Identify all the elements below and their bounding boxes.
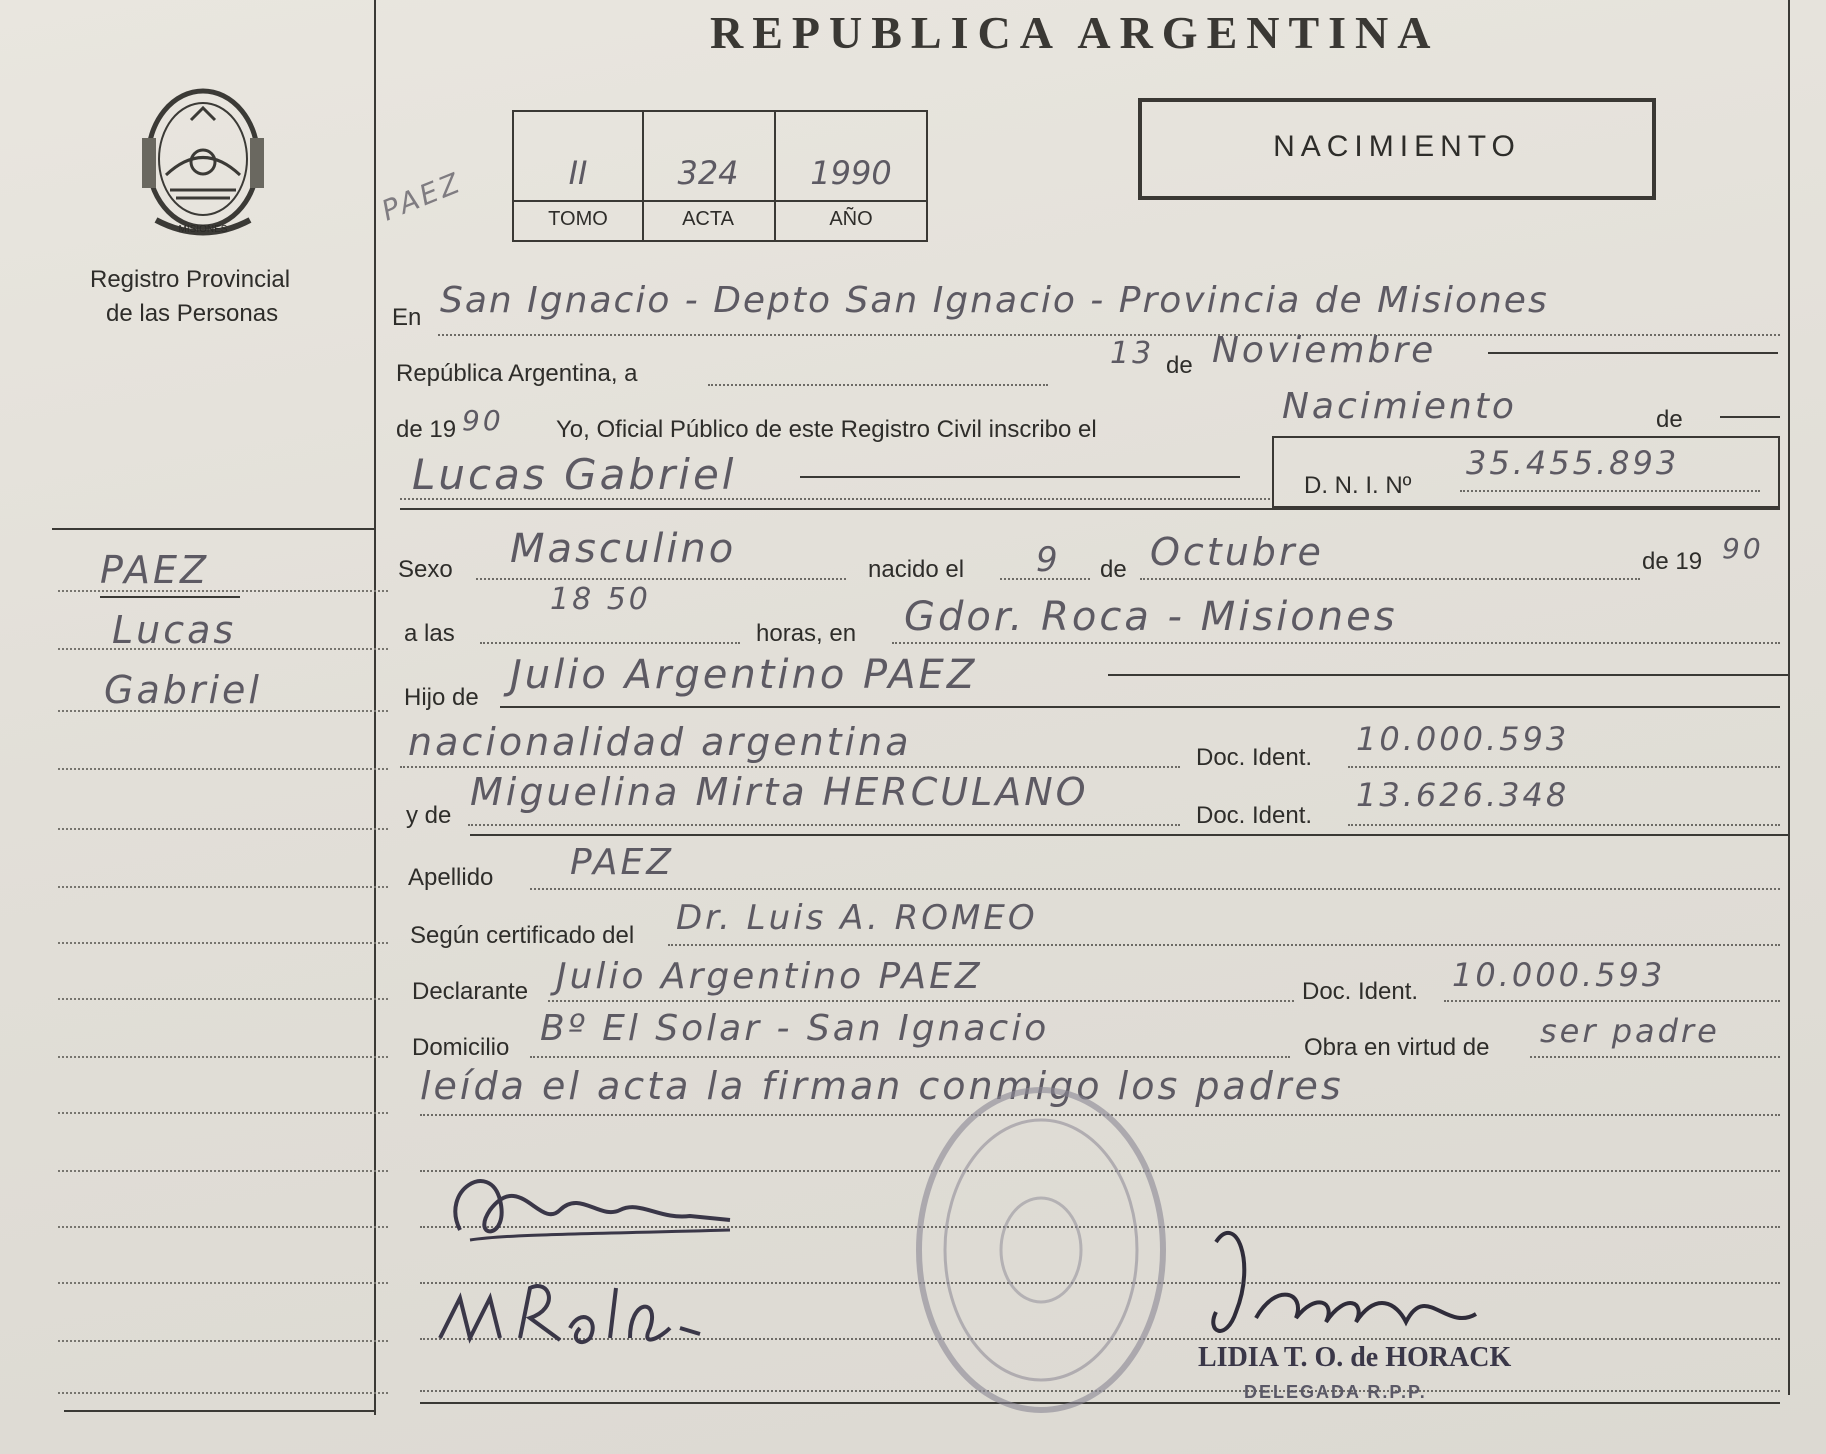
svg-text:MISIONES: MISIONES bbox=[178, 224, 228, 235]
nationality: nacionalidad argentina bbox=[408, 720, 912, 764]
signature-1-icon bbox=[430, 1150, 750, 1260]
anio-label: AÑO bbox=[829, 208, 873, 230]
margin-rule bbox=[58, 768, 388, 770]
closing-text: leída el acta la firman conmigo los padres bbox=[420, 1064, 1344, 1108]
margin-rule bbox=[58, 1170, 388, 1172]
mother-line bbox=[468, 824, 1180, 826]
mother-name: Miguelina Mirta HERCULANO bbox=[470, 770, 1089, 814]
father-underline bbox=[1108, 674, 1788, 676]
sidebar-header-rule bbox=[52, 528, 374, 530]
margin-middle-name: Gabriel bbox=[104, 668, 262, 712]
right-border bbox=[1788, 0, 1790, 1395]
dni-value: 35.455.893 bbox=[1466, 444, 1680, 482]
inscribo-text: Yo, Oficial Público de este Registro Civil inscribo el bbox=[556, 416, 1097, 443]
margin-rule bbox=[58, 1112, 388, 1114]
signature-2-icon bbox=[430, 1268, 710, 1368]
birth-month-line bbox=[1140, 578, 1640, 580]
father-rule bbox=[500, 706, 1780, 708]
margin-rule bbox=[58, 1392, 388, 1394]
acta-label: ACTA bbox=[682, 208, 734, 230]
de-label-2: de bbox=[1656, 406, 1683, 433]
declarante-doc-line bbox=[1444, 1000, 1780, 1002]
certificado-value: Dr. Luis A. ROMEO bbox=[676, 898, 1038, 938]
tomo-value: II bbox=[568, 154, 588, 192]
sidebar-bottom-rule bbox=[64, 1410, 374, 1412]
margin-first-name: Lucas bbox=[112, 608, 237, 652]
de19b-label: de 19 bbox=[1642, 548, 1703, 575]
declarante-line bbox=[548, 1000, 1294, 1002]
parents-rule bbox=[470, 834, 1790, 836]
act-type-box bbox=[1138, 98, 1656, 200]
declarante-value: Julio Argentino PAEZ bbox=[556, 956, 983, 997]
certificado-line bbox=[668, 944, 1780, 946]
y-de-label: y de bbox=[406, 802, 452, 829]
index-label-rule bbox=[514, 200, 926, 202]
en-line bbox=[438, 334, 1780, 336]
header-section-rule bbox=[400, 508, 1780, 510]
republica-label: República Argentina, a bbox=[396, 360, 638, 387]
de19-label: de 19 bbox=[396, 416, 457, 443]
place-value: San Ignacio - Depto San Ignacio - Provincia de Misiones bbox=[440, 280, 1549, 321]
doc-label-3: Doc. Ident. bbox=[1302, 978, 1419, 1005]
apellido-value: PAEZ bbox=[570, 842, 674, 883]
margin-rule bbox=[58, 1282, 388, 1284]
father-doc-line bbox=[1348, 766, 1780, 768]
registry-line-1: Registro Provincial bbox=[90, 266, 291, 293]
certificado-label: Según certificado del bbox=[410, 922, 635, 949]
father-doc: 10.000.593 bbox=[1356, 720, 1570, 758]
birth-year-suffix: 90 bbox=[1722, 532, 1764, 565]
margin-rule bbox=[58, 828, 388, 830]
birth-place: Gdor. Roca - Misiones bbox=[904, 594, 1398, 640]
birth-month: Octubre bbox=[1150, 530, 1324, 574]
record-index-table bbox=[512, 110, 928, 242]
official-role: DELEGADA R.P.P. bbox=[1244, 1382, 1427, 1400]
mother-doc: 13.626.348 bbox=[1356, 776, 1570, 814]
dni-label: D. N. I. Nº bbox=[1304, 472, 1412, 499]
day-value: 13 bbox=[1110, 336, 1155, 371]
de-label-1: de bbox=[1166, 352, 1193, 379]
month-value: Noviembre bbox=[1212, 330, 1437, 371]
domicilio-line bbox=[530, 1056, 1290, 1058]
de-label-3: de bbox=[1100, 556, 1127, 583]
month-underline bbox=[1488, 352, 1778, 354]
year-suffix: 90 bbox=[462, 404, 504, 437]
act-type-label: NACIMIENTO bbox=[1273, 130, 1521, 163]
tomo-label: TOMO bbox=[548, 208, 608, 230]
doc-label-1: Doc. Ident. bbox=[1196, 744, 1313, 771]
official-stamp-icon bbox=[906, 1078, 1176, 1422]
obra-label: Obra en virtud de bbox=[1304, 1034, 1490, 1061]
nationality-line bbox=[400, 766, 1180, 768]
act-written: Nacimiento bbox=[1282, 386, 1517, 427]
birth-place-line bbox=[892, 642, 1780, 644]
margin-initials: PAEZ bbox=[376, 165, 467, 228]
horas-label: horas, en bbox=[756, 620, 857, 647]
margin-rule bbox=[58, 1340, 388, 1342]
hour-line bbox=[480, 642, 740, 644]
declarante-label: Declarante bbox=[412, 978, 529, 1005]
dni-line bbox=[1460, 490, 1760, 492]
person-name-underline bbox=[800, 476, 1240, 478]
republica-date-line bbox=[708, 384, 1048, 386]
margin-surname: PAEZ bbox=[100, 548, 210, 592]
de-underline bbox=[1720, 416, 1780, 418]
hijo-label: Hijo de bbox=[404, 684, 479, 711]
signature-3-icon bbox=[1196, 1222, 1496, 1352]
a-las-label: a las bbox=[404, 620, 455, 647]
birth-day: 9 bbox=[1036, 540, 1061, 580]
domicilio-label: Domicilio bbox=[412, 1034, 510, 1061]
margin-rule bbox=[58, 942, 388, 944]
en-label: En bbox=[392, 304, 422, 331]
margin-rule bbox=[58, 1056, 388, 1058]
doc-label-2: Doc. Ident. bbox=[1196, 802, 1313, 829]
country-title: REPUBLICA ARGENTINA bbox=[710, 7, 1440, 58]
sexo-label: Sexo bbox=[398, 556, 453, 583]
margin-rule bbox=[58, 998, 388, 1000]
margin-rule bbox=[58, 1226, 388, 1228]
official-name: LIDIA T. O. de HORACK bbox=[1198, 1342, 1512, 1373]
apellido-line bbox=[530, 888, 1780, 890]
registry-line-2: de las Personas bbox=[106, 300, 279, 327]
left-column-divider bbox=[374, 0, 376, 1415]
person-name-line bbox=[400, 498, 1270, 500]
person-name: Lucas Gabriel bbox=[412, 450, 737, 499]
margin-surname-underline bbox=[100, 596, 240, 598]
sexo-value: Masculino bbox=[510, 526, 737, 572]
margin-rule bbox=[58, 886, 388, 888]
apellido-label: Apellido bbox=[408, 864, 494, 891]
sexo-line bbox=[476, 578, 846, 580]
hour-value: 18 50 bbox=[550, 582, 651, 617]
obra-value: ser padre bbox=[1540, 1012, 1720, 1050]
anio-value: 1990 bbox=[810, 154, 892, 192]
obra-line bbox=[1530, 1056, 1780, 1058]
provincial-seal-icon bbox=[136, 80, 270, 238]
father-name: Julio Argentino PAEZ bbox=[510, 652, 978, 698]
nacido-label: nacido el bbox=[868, 556, 965, 583]
declarante-doc: 10.000.593 bbox=[1452, 956, 1666, 994]
domicilio-value: Bº El Solar - San Ignacio bbox=[540, 1008, 1050, 1049]
acta-value: 324 bbox=[677, 154, 739, 192]
mother-doc-line bbox=[1348, 824, 1780, 826]
dni-box bbox=[1272, 436, 1780, 508]
